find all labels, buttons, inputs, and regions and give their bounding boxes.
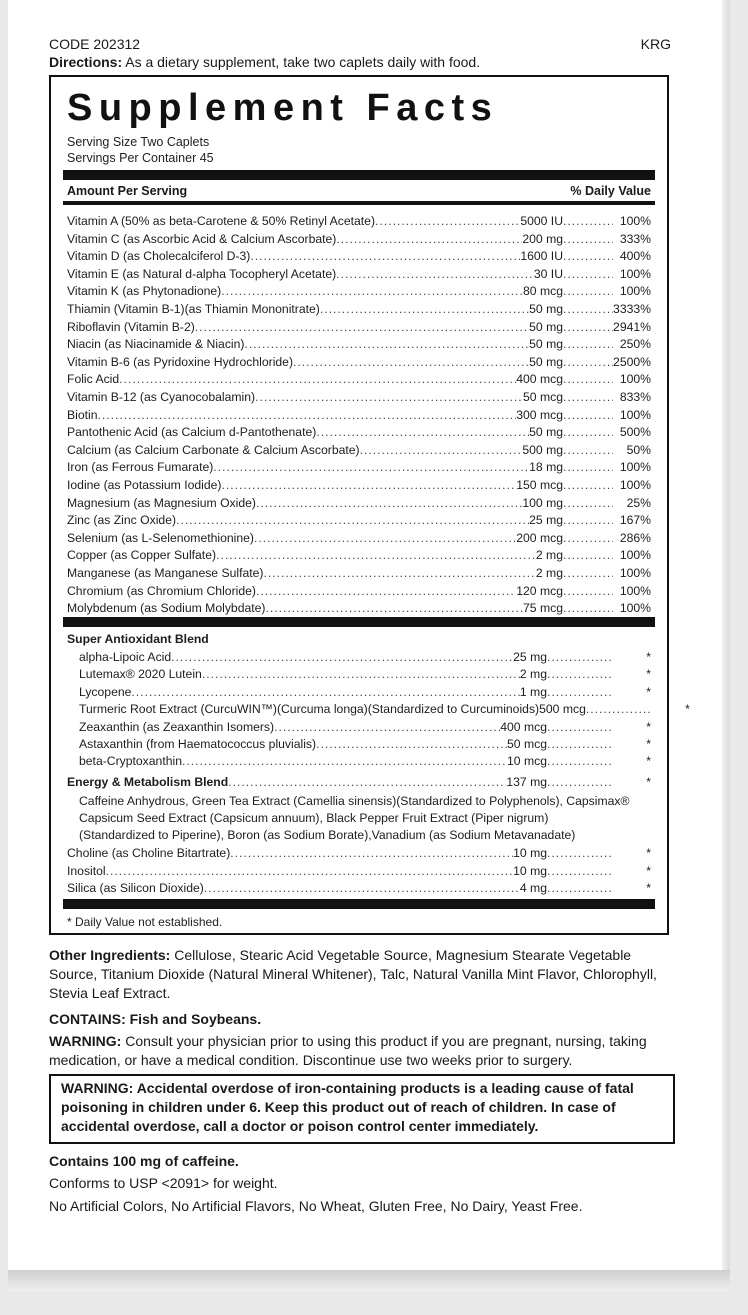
leader-dots	[230, 845, 513, 862]
amount-value: 50 mg	[529, 354, 563, 369]
amount-value: 200 mcg	[516, 530, 563, 545]
amount-value: 400 mcg	[516, 372, 563, 387]
ingredient-name: Vitamin E (as Natural d-alpha Tocopheryl Acetate)	[67, 266, 337, 281]
facts-row	[67, 283, 651, 300]
leader-dots	[106, 863, 514, 880]
leader-dots	[320, 301, 529, 318]
physician-warning	[49, 1032, 679, 1070]
daily-value: 2941%	[613, 319, 651, 334]
other-ingredients-text: Cellulose, Stearic Acid Vegetable Source, Magnesium Stearate Vegetable Source, Titanium Dioxide (Natural Mineral Whitener), Talc, Natural Vanilla Mint Flavor, Chlorophyll, Stevia Leaf Extract.	[49, 947, 657, 1001]
daily-value: *	[646, 775, 651, 789]
krg-code: KRG	[640, 36, 671, 52]
leader-dots	[250, 248, 520, 265]
facts-row	[67, 845, 651, 862]
ingredient-name: Copper (as Copper Sulfate)	[67, 548, 217, 563]
leader-dots	[221, 477, 516, 494]
leader-dots	[176, 512, 529, 529]
facts-row	[67, 477, 651, 494]
amount-value: 500 mcg	[539, 702, 586, 717]
leader-dots	[256, 495, 522, 512]
daily-value: 3333%	[613, 302, 651, 316]
facts-row	[67, 336, 651, 353]
warning-label: WARNING:	[49, 1033, 122, 1049]
facts-row	[67, 583, 651, 600]
amount-value: 50 mcg	[507, 737, 547, 751]
leader-dots	[563, 389, 613, 406]
daily-value: 100%	[619, 583, 651, 598]
amount-value: 50 mg	[529, 302, 563, 316]
leader-dots	[563, 319, 613, 336]
daily-value: *	[685, 702, 690, 717]
leader-dots	[563, 407, 613, 424]
ingredient-name: Pantothenic Acid (as Calcium d-Pantothenate)	[67, 425, 317, 440]
leader-dots	[563, 266, 613, 283]
daily-value: 100%	[619, 478, 651, 492]
amount-value: 1600 IU	[520, 249, 563, 264]
leader-dots	[563, 336, 613, 353]
ingredient-name: Vitamin K (as Phytonadione)	[67, 284, 222, 299]
leader-dots	[202, 666, 520, 683]
leader-dots	[563, 583, 613, 600]
ingredient-name: Lycopene	[79, 684, 132, 699]
amount-value: 10 mcg	[507, 754, 547, 769]
leader-dots	[316, 736, 507, 753]
daily-value: 100%	[619, 284, 651, 299]
leader-dots	[254, 530, 516, 547]
ingredient-name: Vitamin A (50% as beta-Carotene & 50% Retinyl Acetate)	[67, 214, 376, 228]
daily-value: 500%	[619, 425, 651, 440]
leader-dots	[316, 424, 529, 441]
facts-row	[79, 719, 651, 736]
daily-value: 286%	[619, 530, 651, 545]
facts-row	[79, 666, 651, 683]
facts-row	[67, 319, 651, 336]
amount-header: Amount Per Serving	[67, 184, 188, 198]
leader-dots	[563, 495, 613, 512]
leader-dots	[244, 336, 529, 353]
amount-value: 80 mcg	[523, 284, 563, 299]
ingredient-name: Lutemax® 2020 Lutein	[79, 667, 202, 682]
amount-value: 2 mg	[535, 566, 563, 580]
facts-row	[79, 684, 651, 701]
leader-dots	[563, 231, 613, 248]
ingredient-name: Chromium (as Chromium Chloride)	[67, 583, 256, 598]
other-ingredients	[49, 946, 679, 1003]
daily-value: *	[646, 863, 651, 878]
ingredient-name: Iodine (as Potassium Iodide)	[67, 478, 222, 492]
ingredient-name: Choline (as Choline Bitartrate)	[67, 846, 231, 860]
leader-dots	[547, 736, 613, 753]
amount-value: 150 mcg	[516, 478, 563, 492]
ingredient-name: beta-Cryptoxanthin	[79, 754, 182, 769]
header-divider	[63, 201, 655, 205]
amount-value: 120 mcg	[516, 583, 563, 598]
leader-dots	[171, 649, 513, 666]
leader-dots	[547, 666, 613, 683]
daily-value: 333%	[619, 231, 651, 246]
energy-ingredients-line-2: Capsicum Seed Extract (Capsicum annuum), Black Pepper Fruit Extract (Piper nigrum)	[79, 811, 549, 825]
daily-value: 100%	[619, 372, 651, 387]
leader-dots	[563, 283, 613, 300]
leader-dots	[195, 319, 529, 336]
box-edge	[722, 0, 730, 1290]
ingredient-name: Thiamin (Vitamin B-1)(as Thiamin Mononitrate)	[67, 302, 320, 316]
directions-text: As a dietary supplement, take two caplets daily with food.	[122, 54, 481, 70]
amount-value: 50 mg	[529, 319, 563, 334]
facts-row	[67, 407, 651, 424]
leader-dots	[336, 231, 522, 248]
leader-dots	[131, 684, 519, 701]
facts-row	[67, 371, 651, 388]
facts-row	[79, 649, 651, 666]
ingredient-name: Energy & Metabolism Blend	[67, 775, 229, 789]
facts-row	[67, 266, 651, 283]
leader-dots	[563, 530, 613, 547]
usp-statement: Conforms to USP <2091> for weight.	[49, 1175, 278, 1191]
amount-value: 200 mg	[522, 231, 563, 246]
iron-warning-box: WARNING: Accidental overdose of iron-containing products is a leading cause of fatal poisoning in children under 6. Keep this product out of reach of children. In case of accidental overdose, call a doctor or poison control center immediately.	[49, 1074, 675, 1144]
ingredient-name: Zeaxanthin (as Zeaxanthin Isomers)	[79, 719, 275, 734]
facts-row	[67, 248, 651, 265]
daily-value: *	[646, 881, 651, 896]
warning-text: Consult your physician prior to using this product if you are pregnant, nursing, taking medication, or have a medical condition. Discontinue use two weeks prior to surgery.	[49, 1033, 647, 1068]
serving-size: Serving Size Two Caplets	[67, 135, 210, 149]
energy-ingredients-line-1: Caffeine Anhydrous, Green Tea Extract (Camellia sinensis)(Standardized to Polyphenols), Capsimax®	[79, 794, 630, 808]
ingredient-name: Zinc (as Zinc Oxide)	[67, 513, 177, 528]
ingredient-name: Vitamin B-12 (as Cyanocobalamin)	[67, 390, 256, 404]
daily-value: 250%	[619, 337, 651, 352]
amount-value: 10 mg	[513, 846, 547, 860]
daily-value: *	[646, 650, 651, 664]
facts-row	[67, 213, 651, 230]
leader-dots	[360, 442, 523, 459]
ingredient-name: Vitamin B-6 (as Pyridoxine Hydrochloride)	[67, 354, 294, 369]
leader-dots	[563, 248, 613, 265]
leader-dots	[119, 371, 516, 388]
ingredient-name: Niacin (as Niacinamide & Niacin)	[67, 337, 245, 352]
amount-value: 10 mg	[513, 863, 547, 878]
other-ingredients-label: Other Ingredients:	[49, 947, 171, 963]
ingredient-name: Folic Acid	[67, 372, 120, 387]
daily-value: 100%	[619, 601, 651, 616]
facts-row	[67, 863, 651, 880]
column-header	[67, 184, 651, 198]
daily-value: 400%	[619, 249, 651, 264]
amount-value: 30 IU	[533, 266, 563, 281]
leader-dots	[563, 600, 613, 617]
leader-dots	[336, 266, 534, 283]
leader-dots	[563, 565, 613, 582]
caffeine-statement: Contains 100 mg of caffeine.	[49, 1153, 239, 1169]
directions-label: Directions:	[49, 54, 123, 70]
leader-dots	[274, 719, 500, 736]
amount-value: 25 mg	[513, 650, 547, 664]
leader-dots	[213, 459, 529, 476]
facts-row	[79, 753, 651, 770]
blend-divider	[63, 617, 655, 627]
facts-row	[67, 530, 651, 547]
energy-ingredients-line-3: (Standardized to Piperine), Boron (as Sodium Borate),Vanadium (as Sodium Metavanadate)	[79, 828, 576, 842]
directions	[49, 54, 480, 70]
leader-dots	[547, 880, 613, 897]
facts-row	[67, 389, 651, 406]
leader-dots	[563, 301, 613, 318]
leader-dots	[375, 213, 520, 230]
facts-row	[67, 231, 651, 248]
daily-value: *	[646, 737, 651, 751]
daily-value: 50%	[626, 442, 651, 457]
leader-dots	[256, 583, 516, 600]
amount-value: 137 mg	[506, 775, 547, 789]
facts-row	[79, 736, 651, 753]
thick-divider	[63, 170, 655, 180]
leader-dots	[182, 753, 507, 770]
amount-value: 5000 IU	[520, 214, 563, 228]
bottom-divider	[63, 899, 655, 909]
facts-row	[67, 512, 651, 529]
leader-dots	[563, 459, 613, 476]
leader-dots	[563, 547, 613, 564]
free-from-statement: No Artificial Colors, No Artificial Flavors, No Wheat, Gluten Free, No Dairy, Yeast Free.	[49, 1198, 583, 1214]
amount-value: 2 mg	[535, 548, 563, 563]
facts-row	[67, 424, 651, 441]
daily-value: 100%	[619, 407, 651, 422]
daily-value: *	[646, 754, 651, 769]
leader-dots	[563, 371, 613, 388]
allergen-statement: CONTAINS: Fish and Soybeans.	[49, 1011, 262, 1027]
ingredient-name: Calcium (as Calcium Carbonate & Calcium Ascorbate)	[67, 442, 360, 457]
daily-value: 2500%	[613, 354, 651, 369]
facts-title: Supplement Facts	[67, 87, 499, 129]
amount-value: 300 mcg	[516, 407, 563, 422]
amount-value: 4 mg	[519, 881, 547, 896]
facts-row	[67, 774, 651, 791]
leader-dots	[547, 845, 613, 862]
leader-dots	[547, 863, 613, 880]
facts-row	[67, 565, 651, 582]
amount-value: 100 mg	[522, 495, 563, 510]
leader-dots	[563, 512, 613, 529]
amount-value: 50 mcg	[523, 390, 563, 404]
amount-value: 18 mg	[529, 460, 563, 475]
facts-row	[67, 495, 651, 512]
amount-value: 50 mg	[529, 337, 563, 352]
amount-value: 75 mcg	[523, 601, 563, 616]
leader-dots	[547, 774, 613, 791]
leader-dots	[263, 565, 535, 582]
dv-footnote: * Daily Value not established.	[67, 915, 223, 929]
daily-value: *	[646, 667, 651, 682]
leader-dots	[204, 880, 520, 897]
leader-dots	[563, 442, 613, 459]
ingredient-name: Iron (as Ferrous Fumarate)	[67, 460, 214, 475]
daily-value: 167%	[619, 513, 651, 528]
leader-dots	[547, 649, 613, 666]
leader-dots	[216, 547, 536, 564]
ingredient-name: alpha-Lipoic Acid	[79, 650, 172, 664]
facts-row	[79, 701, 690, 718]
amount-value: 2 mg	[519, 667, 547, 682]
daily-value: 100%	[619, 460, 651, 475]
leader-dots	[586, 701, 652, 718]
daily-value: 100%	[619, 566, 651, 580]
daily-value: 100%	[619, 214, 651, 228]
box-shadow	[8, 1270, 730, 1292]
supplement-facts-panel	[49, 75, 690, 935]
daily-value: *	[646, 684, 651, 699]
leader-dots	[563, 424, 613, 441]
leader-dots	[547, 684, 613, 701]
ingredient-name: Astaxanthin (from Haematococcus pluvialis)	[79, 737, 317, 751]
facts-row	[67, 301, 651, 318]
amount-value: 50 mg	[529, 425, 563, 440]
ingredient-name: Silica (as Silicon Dioxide)	[67, 881, 204, 896]
facts-row	[67, 459, 651, 476]
ingredient-name: Manganese (as Manganese Sulfate)	[67, 566, 264, 580]
daily-value: 100%	[619, 548, 651, 563]
facts-row	[67, 547, 651, 564]
amount-value: 25 mg	[529, 513, 563, 528]
daily-value: *	[646, 719, 651, 734]
ingredient-name: Molybdenum (as Sodium Molybdate)	[67, 601, 266, 616]
leader-dots	[98, 407, 517, 424]
ingredient-name: Turmeric Root Extract (CurcuWIN™)(Curcuma longa)(Standardized to Curcuminoids)	[79, 702, 540, 717]
daily-value: *	[646, 846, 651, 860]
ingredient-name: Biotin	[67, 407, 98, 422]
leader-dots	[547, 719, 613, 736]
daily-value: 833%	[619, 390, 651, 404]
leader-dots	[293, 354, 529, 371]
amount-value: 400 mcg	[500, 719, 547, 734]
leader-dots	[221, 283, 523, 300]
ingredient-name: Inositol	[67, 863, 106, 878]
leader-dots	[265, 600, 523, 617]
ingredient-name: Magnesium (as Magnesium Oxide)	[67, 495, 256, 510]
product-code: CODE 202312	[49, 36, 141, 52]
antioxidant-blend-title: Super Antioxidant Blend	[67, 632, 209, 646]
ingredient-name: Selenium (as L-Selenomethionine)	[67, 530, 254, 545]
code-line	[49, 36, 671, 52]
amount-value: 1 mg	[519, 684, 547, 699]
daily-value: 25%	[626, 495, 651, 510]
daily-value: 100%	[619, 266, 651, 281]
facts-row	[67, 442, 651, 459]
ingredient-name: Vitamin D (as Cholecalciferol D-3)	[67, 249, 251, 264]
facts-row	[67, 354, 651, 371]
leader-dots	[547, 753, 613, 770]
amount-value: 500 mg	[522, 442, 563, 457]
facts-row	[67, 880, 651, 897]
dv-header: % Daily Value	[570, 184, 651, 198]
leader-dots	[563, 354, 613, 371]
facts-row	[67, 600, 651, 617]
leader-dots	[255, 389, 523, 406]
ingredient-name: Vitamin C (as Ascorbic Acid & Calcium Ascorbate)	[67, 231, 337, 246]
ingredient-name: Riboflavin (Vitamin B-2)	[67, 319, 195, 334]
leader-dots	[563, 213, 613, 230]
leader-dots	[228, 774, 506, 791]
leader-dots	[563, 477, 613, 494]
servings-per-container: Servings Per Container 45	[67, 151, 214, 165]
